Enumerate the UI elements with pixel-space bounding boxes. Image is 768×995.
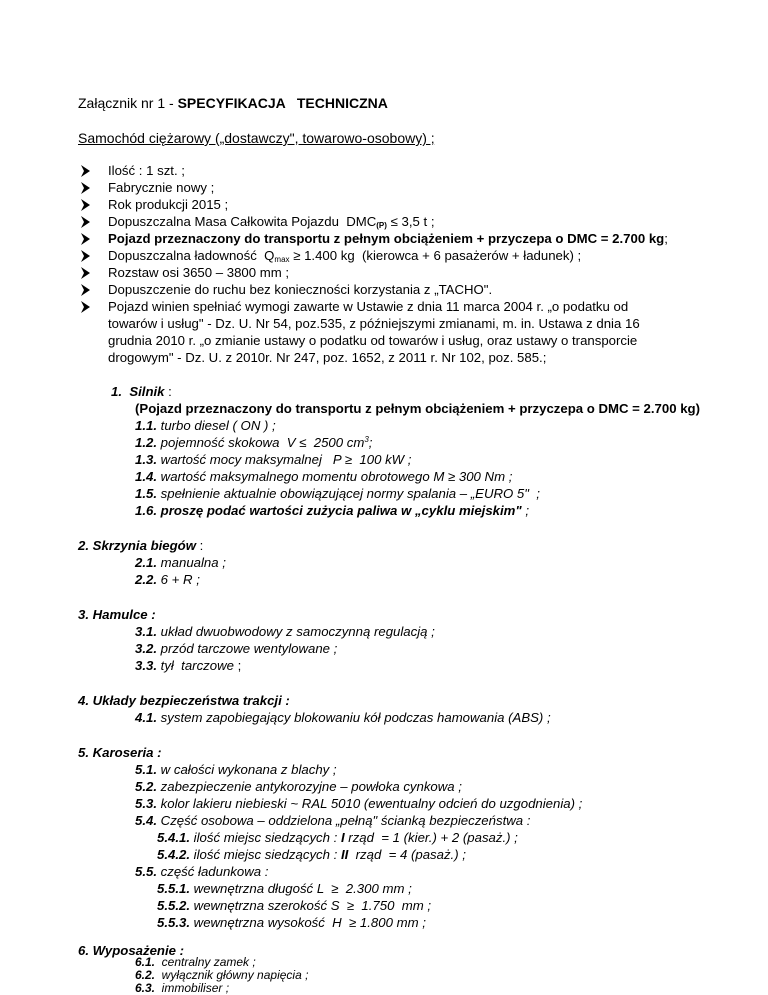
item-number: 1.6. (135, 503, 157, 518)
arrow-bullet-icon (78, 300, 92, 314)
bullet-item: Pojazd winien spełniać wymogi zawarte w Ustawie z dnia 11 marca 2004 r. „o podatku od (108, 299, 629, 314)
item-number: 3.2. (135, 641, 157, 656)
item-text: ilość miejsc siedzących : (190, 847, 341, 862)
spec-item (135, 555, 226, 571)
spec-item (135, 452, 411, 468)
item-tail: rząd = 1 (kier.) + 2 (pasaż.) ; (344, 830, 518, 845)
dmc-subscript: (P) (376, 221, 387, 230)
bullet-item-continued: drogowym" - Dz. U. z 2010r. Nr 247, poz. 1652, z 2011 r. Nr 102, poz. 585.; (108, 350, 547, 365)
payload-label: Dopuszczalna ładowność Q (108, 248, 275, 263)
spec-item (135, 779, 462, 795)
item-number: 1.2. (135, 435, 157, 450)
spec-item (135, 957, 256, 968)
item-text: wyłącznik główny napięcia ; (155, 968, 309, 982)
bullet-item (108, 231, 668, 247)
item-number: 5.3. (135, 796, 157, 811)
item-number: 2.2. (135, 572, 157, 587)
item-number: 5.1. (135, 762, 157, 777)
arrow-bullet-icon (78, 164, 92, 178)
bullet-item (108, 214, 435, 230)
item-tail: ; (233, 658, 242, 673)
superscript: 3 (364, 435, 369, 444)
spec-item (135, 435, 372, 451)
item-text: pojemność skokowa V ≤ 2500 cm (157, 435, 365, 450)
spec-item (157, 830, 518, 846)
bullet-item-continued: grudnia 2010 r. „o zmianie ustawy o podatku od towarów i usług, oraz ustawy o transporcie (108, 333, 638, 348)
item-text: układ dwuobwodowy z samoczynną regulacją ; (157, 624, 435, 639)
item-text: manualna ; (157, 555, 226, 570)
item-tail: ; (521, 503, 529, 518)
payload-value: ≥ 1.400 kg (kierowca + 6 pasażerów + ładunek) ; (289, 248, 582, 263)
page-title (78, 95, 388, 111)
item-text: wartość maksymalnego momentu obrotowego M ≥ 300 Nm ; (157, 469, 513, 484)
spec-item (157, 898, 431, 914)
item-number: 5.4. (135, 813, 157, 828)
bullet-item: Fabrycznie nowy ; (108, 180, 215, 195)
item-text: w całości wykonana z blachy ; (157, 762, 337, 777)
item-tail: ; (368, 435, 373, 450)
section-3-heading: 3. Hamulce : (78, 607, 156, 622)
item-text: wewnętrzna wysokość H ≥ 1.800 mm ; (190, 915, 426, 930)
item-text: kolor lakieru niebieski ~ RAL 5010 (ewentualny odcień do uzgodnienia) ; (157, 796, 583, 811)
arrow-bullet-icon (78, 266, 92, 280)
spec-item (135, 864, 268, 880)
item-text: 6 + R ; (157, 572, 200, 587)
item-number: 1.1. (135, 418, 157, 433)
item-text: Część osobowa – oddzielona „pełną" ścianką bezpieczeństwa : (157, 813, 531, 828)
item-text: system zapobiegający blokowaniu kół podczas hamowania (ABS) ; (157, 710, 551, 725)
spec-item (135, 469, 512, 485)
item-text: przód tarczowe wentylowane ; (157, 641, 338, 656)
dmc-label: Dopuszczalna Masa Całkowita Pojazdu DMC (108, 214, 377, 229)
semicolon: ; (664, 231, 668, 246)
section-4-heading: 4. Układy bezpieczeństwa trakcji : (78, 693, 290, 708)
item-number: 6.3. (135, 981, 156, 995)
item-text: część ładunkowa : (157, 864, 269, 879)
section-title: Silnik (129, 384, 165, 399)
spec-item (135, 572, 200, 588)
trailer-requirement: Pojazd przeznaczony do transportu z pełnym obciążeniem + przyczepa o DMC = 2.700 kg (108, 231, 665, 246)
spec-item (135, 418, 276, 434)
section-1-heading (111, 384, 172, 400)
item-text: proszę podać wartości zużycia paliwa w „cyklu miejskim" (157, 503, 522, 518)
arrow-bullet-icon (78, 215, 92, 229)
arrow-bullet-icon (78, 283, 92, 297)
item-number: 1.4. (135, 469, 157, 484)
item-text: wewnętrzna długość L ≥ 2.300 mm ; (190, 881, 412, 896)
spec-item (135, 970, 308, 981)
subject-line: Samochód ciężarowy („dostawczy", towarowo-osobowy) ; (78, 130, 435, 146)
item-number: 5.5.3. (157, 915, 190, 930)
item-number: 5.4.2. (157, 847, 190, 862)
spec-item (135, 762, 337, 778)
colon: : (196, 538, 204, 553)
item-text: immobiliser ; (155, 981, 230, 995)
bullet-item (108, 248, 581, 264)
arrow-bullet-icon (78, 181, 92, 195)
colon: : (164, 384, 172, 399)
item-text: centralny zamek ; (155, 955, 256, 969)
item-text: wewnętrzna szerokość S ≥ 1.750 mm ; (190, 898, 432, 913)
arrow-bullet-icon (78, 232, 92, 246)
item-number: 3.1. (135, 624, 157, 639)
item-number: 5.5. (135, 864, 157, 879)
arrow-bullet-icon (78, 198, 92, 212)
spec-item (157, 847, 466, 863)
section-2-heading (78, 538, 203, 554)
item-number: 1.3. (135, 452, 157, 467)
spec-item (157, 915, 426, 931)
bullet-item: Dopuszczenie do ruchu bez konieczności korzystania z „TACHO". (108, 282, 493, 297)
item-number: 5.5.1. (157, 881, 190, 896)
section-1-note: (Pojazd przeznaczony do transportu z pełnym obciążeniem + przyczepa o DMC = 2.700 kg) (135, 401, 700, 416)
item-text: tył tarczowe (157, 658, 234, 673)
item-number: 6.1. (135, 955, 156, 969)
spec-item (157, 881, 412, 897)
item-text: turbo diesel ( ON ) ; (157, 418, 276, 433)
item-number: 5.5.2. (157, 898, 190, 913)
spec-item (135, 503, 529, 519)
payload-subscript: max (274, 255, 290, 264)
bullet-item: Rozstaw osi 3650 – 3800 mm ; (108, 265, 290, 280)
dmc-value: ≤ 3,5 t ; (386, 214, 435, 229)
item-number: 5.4.1. (157, 830, 190, 845)
arrow-bullet-icon (78, 249, 92, 263)
spec-item (135, 486, 540, 502)
section-6-heading: 6. Wyposażenie : (78, 943, 185, 958)
title-spec: SPECYFIKACJA TECHNICZNA (177, 95, 388, 111)
item-tail: rząd = 4 (pasaż.) ; (348, 847, 466, 862)
bullet-item: Ilość : 1 szt. ; (108, 163, 185, 178)
item-number: 6.2. (135, 968, 156, 982)
row-number: II (340, 847, 349, 862)
section-5-heading: 5. Karoseria : (78, 745, 162, 760)
section-number: 1. (111, 384, 122, 399)
item-text: wartość mocy maksymalnej P ≥ 100 kW ; (157, 452, 412, 467)
spec-item (135, 641, 337, 657)
item-number: 4.1. (135, 710, 157, 725)
item-text: zabezpieczenie antykorozyjne – powłoka cynkowa ; (157, 779, 462, 794)
item-number: 1.5. (135, 486, 157, 501)
item-number: 2.1. (135, 555, 157, 570)
spec-item (135, 624, 435, 640)
spec-item (135, 796, 582, 812)
section-title: 2. Skrzynia biegów (78, 538, 196, 553)
row-number: I (340, 830, 345, 845)
item-number: 3.3. (135, 658, 157, 673)
spec-item (135, 658, 241, 674)
item-number: 5.2. (135, 779, 157, 794)
item-text: spełnienie aktualnie obowiązującej normy spalania – „EURO 5" ; (157, 486, 540, 501)
item-text: ilość miejsc siedzących : (190, 830, 341, 845)
bullet-item: Rok produkcji 2015 ; (108, 197, 229, 212)
spec-item (135, 813, 530, 829)
title-prefix: Załącznik nr 1 - (78, 95, 178, 111)
spec-item (135, 983, 229, 994)
bullet-item-continued: towarów i usług" - Dz. U. Nr 54, poz.535, z późniejszymi zmianami, m. in. Ustawa z dnia 16 (108, 316, 640, 331)
spec-item (135, 710, 551, 726)
